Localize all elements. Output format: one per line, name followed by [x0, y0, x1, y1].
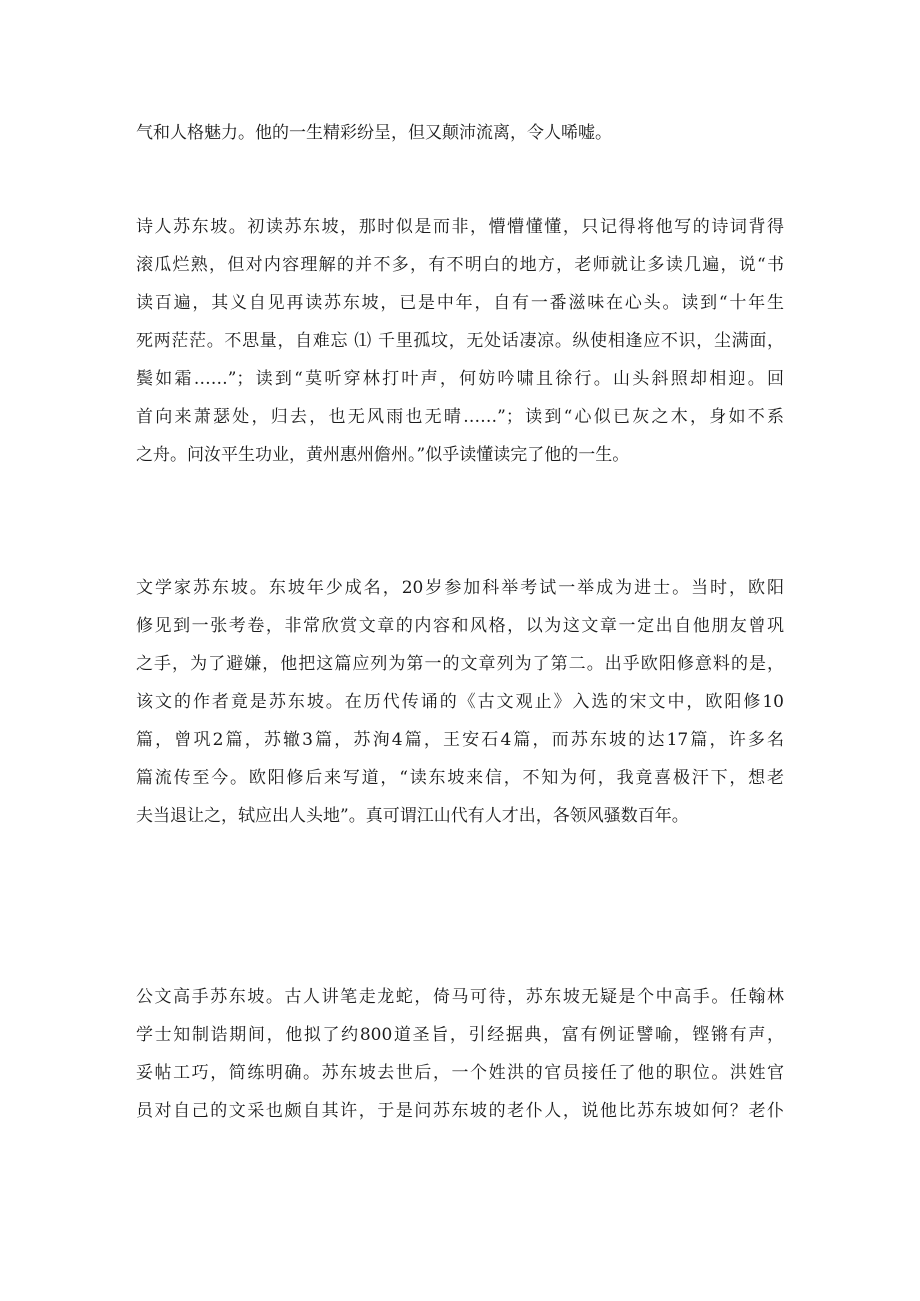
text-line: 鬓如霜……”；读到“莫听穿林打叶声，何妨吟啸且徐行。山头斜照却相迎。回 — [136, 369, 784, 389]
text-line: 首向来萧瑟处，归去，也无风雨也无晴……”；读到“心似已灰之木，身如不系 — [136, 407, 784, 427]
text-line: 滚瓜烂熟，但对内容理解的并不多，有不明白的地方，老师就让多读几遍，说“书 — [136, 255, 784, 275]
text-line: 死两茫茫。不思量，自难忘 ⑴ 千里孤坟，无处话凄凉。纵使相逢应不识，尘满面， — [136, 331, 784, 351]
text-line: 诗人苏东坡。初读苏东坡，那时似是而非，懵懵懂懂，只记得将他写的诗词背得 — [136, 217, 784, 237]
text-line: 气和人格魅力。他的一生精彩纷呈，但又颠沛流离，令人唏嘘。 — [136, 123, 612, 143]
paragraph-intro-tail — [136, 114, 784, 152]
text-line: 之舟。问汝平生功业，黄州惠州儋州。”似乎读懂读完了他的一生。 — [136, 445, 630, 465]
text-line: 修见到一张考卷，非常欣赏文章的内容和风格，以为这文章一定出自他朋友曾巩 — [136, 616, 784, 636]
text-line: 篇流传至今。欧阳修后来写道，“读东坡来信，不知为何，我竟喜极汗下，想老 — [136, 768, 784, 788]
text-line: 公文高手苏东坡。古人讲笔走龙蛇，倚马可待，苏东坡无疑是个中高手。任翰林 — [136, 987, 784, 1007]
text-line: 夫当退让之，轼应出人头地”。真可谓江山代有人才出，各领风骚数百年。 — [136, 806, 689, 826]
text-line: 篇，曾巩2篇，苏辙3篇，苏洵4篇，王安石4篇，而苏东坡的达17篇，许多名 — [136, 730, 784, 750]
text-line: 文学家苏东坡。东坡年少成名，20岁参加科举考试一举成为进士。当时，欧阳 — [136, 578, 784, 598]
paragraph-literary — [136, 569, 784, 835]
text-line: 妥帖工巧，简练明确。苏东坡去世后，一个姓洪的官员接任了他的职位。洪姓官 — [136, 1063, 784, 1083]
paragraph-poet — [136, 208, 784, 474]
text-line: 员对自己的文采也颇自其许，于是问苏东坡的老仆人，说他比苏东坡如何？老仆 — [136, 1101, 784, 1121]
text-line: 读百遍，其义自见再读苏东坡，已是中年，自有一番滋味在心头。读到“十年生 — [136, 293, 784, 313]
paragraph-official-docs — [136, 978, 784, 1130]
text-line: 该文的作者竟是苏东坡。在历代传诵的《古文观止》入选的宋文中，欧阳修10 — [136, 692, 784, 712]
text-line: 之手，为了避嫌，他把这篇应列为第一的文章列为了第二。出乎欧阳修意料的是， — [136, 654, 784, 674]
text-line: 学士知制诰期间，他拟了约800道圣旨，引经据典，富有例证譬喻，铿锵有声， — [136, 1025, 784, 1045]
